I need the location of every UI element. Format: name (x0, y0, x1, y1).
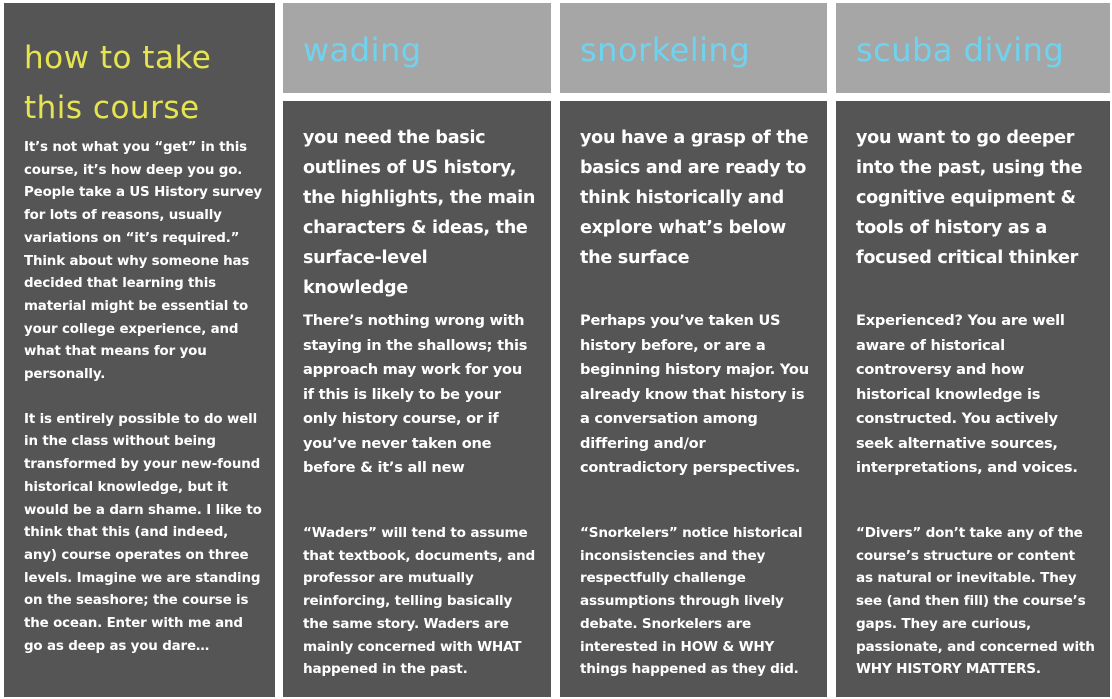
snorkeling-column (560, 101, 827, 697)
scuba-diving-lead: you want to go deeper into the past, using the cognitive equipment & tools of history as a focused critical thinker (856, 128, 1083, 268)
wading-column (283, 101, 551, 697)
wading-description: There’s nothing wrong with staying in the shallows; this approach may work for you if this is likely to be your only history course, or if you’ve never taken one before & it’s all new (303, 312, 528, 476)
snorkeling-lead: you have a grasp of the basics and are ready to think historically and explore what’s below the surface (580, 128, 809, 268)
snorkeling-description: Perhaps you’ve taken US history before, or are a beginning history major. You already know that history is a conversation among differing and/or contradictory perspectives. (580, 312, 809, 476)
wading-note: “Waders” will tend to assume that textbook, documents, and professor are mutually reinforcing, telling basically the same story. Waders are mainly concerned with WHAT happened in the past. (303, 525, 536, 678)
intro-paragraph-2: It is entirely possible to do well in the class without being transformed by your new-found historical knowledge, but it would be a darn shame. I like to think that this (and indeed, any) course operates on three levels. Imagine we are standing on the seashore; the course is the ocean. Enter with me and go as deep as you dare… (24, 411, 262, 654)
intro-title (24, 33, 265, 133)
intro-title-line-1: how to take (24, 40, 212, 76)
scuba-diving-description: Experienced? You are well aware of historical controversy and how historical knowledge is constructed. You actively seek alternative sources, interpretations, and voices. (856, 312, 1078, 476)
intro-title-line-2: this course (24, 90, 200, 126)
intro-panel (4, 3, 275, 697)
scuba-diving-column (836, 101, 1110, 697)
snorkeling-heading: snorkeling (560, 3, 827, 93)
intro-paragraph-1: It’s not what you “get” in this course, it’s how deep you go. People take a US History survey for lots of reasons, usually variations on “it’s required.” Think about why someone has decided that learning this material might be essential to your college experience, and what that means for you personally. (24, 140, 262, 383)
snorkeling-note: “Snorkelers” notice historical inconsistencies and they respectfully challenge assumptions through lively debate. Snorkelers are interested in HOW & WHY things happened as they did. (580, 525, 803, 678)
wading-heading: wading (283, 3, 551, 93)
scuba-diving-heading: scuba diving (836, 3, 1110, 93)
wading-lead: you need the basic outlines of US history, the highlights, the main characters & ideas, the surface-level knowledge (303, 128, 536, 298)
scuba-diving-note: “Divers” don’t take any of the course’s structure or content as natural or inevitable. They see (and then fill) the course’s gaps. They are curious, passionate, and concerned with WHY HISTORY MATTERS. (856, 525, 1095, 678)
